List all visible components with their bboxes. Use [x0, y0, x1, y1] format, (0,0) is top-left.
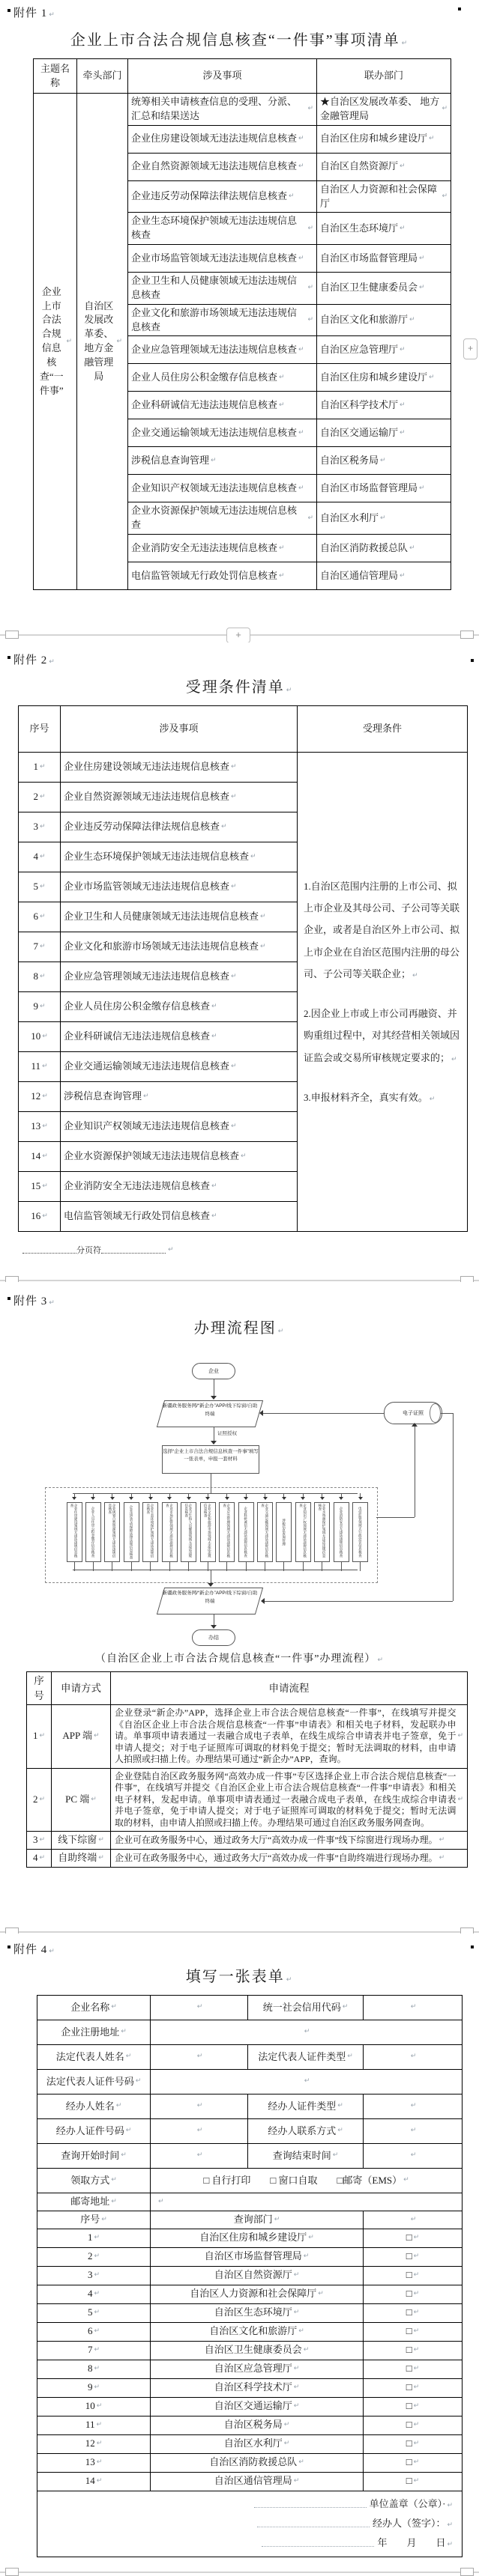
flow-item	[66, 1493, 82, 1571]
codept-cell: 自治区生态环境厅 ↵	[317, 213, 451, 245]
flow-end-node: 办结	[192, 1629, 235, 1646]
dept-name-cell: 自治区人力资源和社会保障厅 ↵	[151, 2285, 364, 2304]
arrow-down-icon	[244, 1497, 248, 1502]
dept-name-cell: 自治区卫生健康委员会 ↵	[151, 2342, 364, 2360]
flow-connector	[131, 1562, 132, 1571]
legal-id-type-label: 法定代表人证件类型 ↵	[248, 2045, 364, 2070]
item-cell: 企业交通运输领域无违法违规信息核查 ↵	[61, 1052, 298, 1082]
dept-number-cell: 1 ↵	[37, 2229, 151, 2248]
legal-id-no-label: 法定代表人证件号码 ↵	[37, 2070, 151, 2094]
row-number-cell: 3 ↵	[27, 1832, 52, 1850]
page-break-dots	[101, 1247, 166, 1254]
flow-item	[161, 1493, 178, 1571]
arrow-down-icon	[167, 1497, 172, 1502]
item-cell: 企业生态环境保护领域无违法违规信息核查 ↵	[128, 213, 317, 245]
dept-number-cell: 5 ↵	[37, 2304, 151, 2323]
page-separator	[0, 1925, 479, 1933]
codept-cell: 自治区水利厅 ↵	[317, 502, 451, 535]
page-attachment2	[0, 643, 479, 1273]
flow-connector	[93, 1562, 94, 1571]
dept-number-cell: 3 ↵	[37, 2267, 151, 2285]
row-number-cell: 7 ↵	[19, 932, 61, 962]
item-cell: 企业住房建设领域无违法违规信息核查 ↵	[128, 126, 317, 154]
legal-name-field[interactable]	[151, 2045, 248, 2070]
column-header-theme: 主题名称	[34, 59, 77, 94]
attachment3-title: 办理流程图 ↵	[0, 1316, 479, 1337]
item-cell: 企业生态环境保护领域无违法违规信息核查 ↵	[61, 842, 298, 872]
item-cell: 企业交通运输领域无违法违规信息核查 ↵	[128, 419, 317, 447]
arrow-down-icon	[72, 1497, 76, 1502]
page-attachment4	[0, 1933, 479, 2565]
item-cell: 企业文化和旅游市场领域无违法违规信息核查 ↵	[61, 932, 298, 962]
item-cell: 企业市场监管领域无违法违规信息核查 ↵	[128, 245, 317, 273]
item-cell: 电信监管领域无行政处罚信息核查 ↵	[128, 562, 317, 590]
method-cell: APP 端 ↵	[52, 1705, 111, 1769]
column-header-item: 涉及事项	[61, 706, 298, 753]
codept-cell: 自治区科学技术厅 ↵	[317, 392, 451, 419]
arrow-down-icon	[225, 1497, 229, 1502]
query-end-field[interactable]	[364, 2144, 463, 2169]
flow-item-box: 企业生态环境保护领域无违法违规信息核查	[142, 1502, 158, 1562]
dept-checkbox[interactable]: □ ↵	[364, 2398, 463, 2416]
column-header-no: 序号	[27, 1672, 52, 1705]
company-name-label: 企业名称 ↵	[37, 1996, 151, 2020]
item-cell: 企业科研诚信无违法违规信息核查 ↵	[128, 392, 317, 419]
arrow-down-icon	[110, 1497, 115, 1502]
item-cell: 企业自然资源领域无违法违规信息核查 ↵	[61, 783, 298, 812]
dept-checkbox[interactable]: □ ↵	[364, 2267, 463, 2285]
theme-name-cell: 企业上市合法合规信息核查“一件事” ↵	[34, 94, 77, 590]
item-cell: 企业知识产权领域无违法违规信息核查 ↵	[128, 475, 317, 502]
flow-connector	[303, 1562, 304, 1571]
dept-name-cell: 自治区科学技术厅 ↵	[151, 2379, 364, 2398]
codept-cell: 自治区市场监督管理局 ↵	[317, 475, 451, 502]
flow-connector	[453, 1413, 454, 1601]
row-number-cell: 6 ↵	[19, 902, 61, 932]
process-flowchart	[0, 1346, 479, 1646]
acceptance-conditions-cell	[298, 753, 468, 1232]
method-cell: 线下综窗 ↵	[52, 1832, 111, 1850]
side-plus-button[interactable]: +	[463, 338, 478, 359]
flow-connector	[150, 1562, 151, 1571]
legal-id-type-field[interactable]	[364, 2045, 463, 2070]
flow-item	[276, 1493, 292, 1571]
codept-cell: 自治区人力资源和社会保障厅 ↵	[317, 181, 451, 213]
column-header-codept: 联办部门	[317, 59, 451, 94]
arrow-down-icon	[320, 1497, 325, 1502]
item-cell: 企业违反劳动保障法律法规信息核查 ↵	[61, 812, 298, 842]
arrow-down-icon	[91, 1497, 95, 1502]
row-number-cell: 2 ↵	[27, 1769, 52, 1832]
page-break-marker	[22, 1244, 479, 1256]
dept-name-cell: 自治区文化和旅游厅 ↵	[151, 2323, 364, 2342]
dept-checkbox[interactable]: □ ↵	[364, 2360, 463, 2379]
dept-number-cell: 12 ↵	[37, 2435, 151, 2454]
attachment1-table	[33, 58, 451, 590]
item-cell: 企业市场监管领域无违法违规信息核查 ↵	[61, 872, 298, 902]
flow-item	[219, 1493, 235, 1571]
dept-checkbox[interactable]: □ ↵	[364, 2323, 463, 2342]
condition-2: 2.因企业上市或上市公司再融资、并购重组过程中，对其经营相关领域因证监会或交易所审核规定要求的； ↵	[304, 1003, 461, 1069]
flow-connector	[264, 1601, 453, 1602]
dept-no-header: 序号 ↵	[37, 2211, 151, 2229]
row-number-cell: 4 ↵	[27, 1850, 52, 1868]
dept-name-cell: 自治区市场监督管理局 ↵	[151, 2248, 364, 2267]
legal-name-label: 法定代表人姓名 ↵	[37, 2045, 151, 2070]
separator-rule	[0, 1280, 479, 1281]
flow-item-box: 企业市场监管领域无违法违规信息核查	[162, 1502, 178, 1562]
row-number-cell: 1 ↵	[27, 1705, 52, 1769]
column-header-lead-dept: 牵头部门	[77, 59, 128, 94]
arrow-left-icon	[259, 1410, 263, 1416]
attachment4-title: 填写一张表单 ↵	[0, 1964, 479, 1986]
dept-number-cell: 9 ↵	[37, 2379, 151, 2398]
attachment3-label: 附件 3 ↵	[7, 1292, 479, 1308]
codept-cell: 自治区消防救援总队 ↵	[317, 535, 451, 562]
arrow-down-icon	[211, 1396, 217, 1400]
arrow-down-icon	[339, 1497, 343, 1502]
condition-1: 1.自治区范围内注册的上市公司、拟上市企业及其母公司、子公司等关联企业，或者是自治区外上市公司、拟上市企业在自治区范围内注册的母公司、子公司等关联企业； ↵	[304, 875, 461, 985]
flow-item-box: 企业消防安全无违法违规信息核查	[334, 1502, 349, 1562]
row-number-cell: 11 ↵	[19, 1052, 61, 1082]
unit-seal-line: 单位盖章（公章）· ↵	[370, 2494, 453, 2514]
page-corner-icon[interactable]	[5, 2568, 19, 2576]
codept-cell: 自治区文化和旅游厅 ↵	[317, 305, 451, 337]
arrow-down-icon	[358, 1497, 363, 1502]
flow-connector	[226, 1562, 227, 1571]
row-number-cell: 4 ↵	[19, 842, 61, 872]
flow-item	[199, 1493, 216, 1571]
flow-item	[142, 1493, 159, 1571]
reg-address-field[interactable]	[151, 2020, 463, 2045]
mail-address-field[interactable]	[151, 2193, 463, 2211]
row-number-cell: 8 ↵	[19, 962, 61, 992]
dept-checkbox[interactable]: □ ↵	[364, 2454, 463, 2473]
row-number-cell: 5 ↵	[19, 872, 61, 902]
item-cell: 涉税信息查询管理 ↵	[128, 447, 317, 475]
company-name-field[interactable]	[151, 1996, 248, 2020]
dotted-leader	[254, 2500, 367, 2508]
flow-connector	[262, 1413, 384, 1414]
codept-cell: 自治区通信管理局 ↵	[317, 562, 451, 590]
flow-start-node: 企业	[192, 1363, 235, 1379]
arrow-up-icon	[412, 1423, 418, 1427]
agent-id-no-field[interactable]	[151, 2119, 248, 2144]
arrow-down-icon	[301, 1497, 305, 1502]
item-cell: 企业消防安全无违法违规信息核查 ↵	[61, 1172, 298, 1202]
row-number-cell: 10 ↵	[19, 1022, 61, 1052]
page-corner-icon[interactable]	[460, 2568, 474, 2576]
arrow-down-icon	[205, 1497, 210, 1502]
agent-name-field[interactable]	[151, 2094, 248, 2119]
arrow-left-icon	[261, 1598, 265, 1604]
flowchart-caption: （自治区企业上市合法合规信息核查“一件事”办理流程） ↵	[0, 1650, 479, 1665]
row-number-cell: 9 ↵	[19, 992, 61, 1022]
dept-name-cell: 自治区住房和城乡建设厅 ↵	[151, 2229, 364, 2248]
dept-checkbox[interactable]: □ ↵	[364, 2379, 463, 2398]
item-cell: 企业应急管理领域无违法违规信息核查 ↵	[61, 962, 298, 992]
page-break-dots	[22, 1247, 76, 1254]
page-break-label: 分页符	[76, 1246, 101, 1255]
flow-auth-label: 证照授权	[217, 1431, 237, 1436]
flow-item-box: 企业水资源保护领域无违法违规信息核查	[314, 1502, 330, 1562]
flow-connector	[376, 1517, 415, 1518]
elicense-store-node: 电子证照	[384, 1402, 442, 1424]
flow-item	[238, 1493, 254, 1571]
attachment2-label: 附件 2 ↵	[7, 651, 479, 667]
process-cell: 企业登陆自治区政务服务网“高效办成一件事”专区选择企业上市合法合规信息核查“一件事”，在线填写并提交《自治区企业上市合法合规信息核查“一件事”申请表》和相关电子材料，发起申请。单事项申请表通过一表融合成电子表单，在线生成综合申请表并电子签章，免于申请人提交；对于电子证照库可调取的材料免于提交；暂时无法调取的材料，由申请人拍照或扫描上传。办理结果可通过自治区政务服务网查询。 ↵	[111, 1769, 468, 1832]
separator-rule	[0, 2572, 479, 2573]
dotted-leader	[257, 2520, 370, 2527]
agent-contact-field[interactable]	[364, 2119, 463, 2144]
column-header-method: 申请方式	[52, 1672, 111, 1705]
pickup-options[interactable]: □ 自行打印 □ 窗口自取 □邮寄（EMS） ↵	[151, 2169, 463, 2193]
query-start-label: 查询开始时间 ↵	[37, 2144, 151, 2169]
page-attachment1	[0, 0, 479, 628]
item-cell: 企业消防安全无违法违规信息核查 ↵	[128, 535, 317, 562]
attachment1-label: 附件 1 ↵	[7, 4, 479, 20]
codept-cell: 自治区住房和城乡建设厅 ↵	[317, 364, 451, 392]
arrow-down-icon	[187, 1497, 191, 1502]
agent-id-type-field[interactable]	[364, 2094, 463, 2119]
dept-name-cell: 自治区通信管理局 ↵	[151, 2473, 364, 2491]
codept-cell: 自治区卫生健康委员会 ↵	[317, 273, 451, 305]
page-corner-icon[interactable]	[5, 631, 19, 639]
mail-address-label: 邮寄地址 ↵	[37, 2193, 151, 2211]
codept-cell: 自治区市场监督管理局 ↵	[317, 245, 451, 273]
row-number-cell: 14 ↵	[19, 1142, 61, 1172]
codept-cell: 自治区应急管理厅 ↵	[317, 336, 451, 364]
reg-address-label: 企业注册地址 ↵	[37, 2020, 151, 2045]
row-number-cell: 15 ↵	[19, 1172, 61, 1202]
page-separator	[0, 2565, 479, 2576]
show-whitespace-button[interactable]: +	[226, 628, 250, 643]
dept-number-cell: 14 ↵	[37, 2473, 151, 2491]
flow-connector	[360, 1562, 361, 1571]
attachment2-title: 受理条件清单 ↵	[0, 675, 479, 696]
item-cell: 统筹相关申请核查信息的受理、分派、汇总和结果送达 ↵	[128, 94, 317, 126]
flow-item-box: 涉税信息查询管理	[276, 1502, 292, 1562]
column-header-condition: 受理条件	[298, 706, 468, 753]
dept-checkbox[interactable]: □ ↵	[364, 2304, 463, 2323]
flow-item	[352, 1493, 369, 1571]
dept-checkbox[interactable]: □ ↵	[364, 2473, 463, 2491]
codept-cell: 自治区税务局 ↵	[317, 447, 451, 475]
flow-item	[314, 1493, 331, 1571]
arrow-down-icon	[211, 1441, 217, 1445]
agent-contact-label: 经办人联系方式 ↵	[248, 2119, 364, 2144]
signature-block	[37, 2491, 463, 2557]
flow-item-box: 企业知识产权领域无违法违规信息核查	[295, 1502, 311, 1562]
item-cell: 企业文化和旅游市场领域无违法违规信息核查 ↵	[128, 305, 317, 337]
codept-cell: 自治区交通运输厅 ↵	[317, 419, 451, 447]
dept-number-cell: 8 ↵	[37, 2360, 151, 2379]
item-cell: 企业卫生和人员健康领域无违法违规信息核查 ↵	[128, 273, 317, 305]
method-cell: 自助终端 ↵	[52, 1850, 111, 1868]
item-cell: 企业知识产权领域无违法违规信息核查 ↵	[61, 1112, 298, 1142]
flow-channel-text: 新疆政务服务网/“新企办”APP/线下综窗/自助终端	[162, 1403, 258, 1417]
flow-channel-text: 新疆政务服务网/“新企办”APP/线下综窗/自助终端	[162, 1591, 258, 1604]
agent-id-no-label: 经办人证件号码 ↵	[37, 2119, 151, 2144]
flow-item	[181, 1493, 197, 1571]
flow-item-box: 企业科研诚信无违法违规信息核查	[238, 1502, 254, 1562]
codept-cell: 自治区自然资源厅 ↵	[317, 154, 451, 181]
flow-item-box: 企业卫生和人员健康领域无违法违规信息核查	[181, 1502, 196, 1562]
arrow-down-icon	[263, 1497, 268, 1502]
arrow-down-icon	[129, 1497, 133, 1502]
method-cell: PC 端 ↵	[52, 1769, 111, 1832]
dept-number-cell: 7 ↵	[37, 2342, 151, 2360]
flow-channel-node-2	[160, 1588, 259, 1614]
flow-connector	[246, 1562, 247, 1571]
item-cell: 企业科研诚信无违法违规信息核查 ↵	[61, 1022, 298, 1052]
dept-number-cell: 13 ↵	[37, 2454, 151, 2473]
dept-checkbox[interactable]: □ ↵	[364, 2248, 463, 2267]
line-break-mark: ↵	[168, 1246, 174, 1254]
condition-3: 3.申报材料齐全，真实有效。 ↵	[304, 1087, 461, 1108]
agent-name-label: 经办人姓名 ↵	[37, 2094, 151, 2119]
item-cell: 企业人员住房公积金缴存信息核查 ↵	[61, 992, 298, 1022]
dotted-leader	[262, 2539, 374, 2547]
item-cell: 企业住房建设领域无违法违规信息核查 ↵	[61, 753, 298, 783]
column-header-process: 申请流程	[111, 1672, 468, 1705]
item-cell: 企业自然资源领域无违法违规信息核查 ↵	[128, 154, 317, 181]
row-number-cell: 2 ↵	[19, 783, 61, 812]
page-separator	[0, 1273, 479, 1282]
arrow-down-icon	[208, 1583, 214, 1587]
dept-number-cell: 4 ↵	[37, 2285, 151, 2304]
attachment1-title: 企业上市合法合规信息核查“一件事”事项清单 ↵	[0, 28, 479, 49]
flow-select-node: 选择“企业上市合法合规信息核查一件事”填写一张表单，申报一套材料	[162, 1445, 259, 1474]
dept-name-cell: 自治区自然资源厅 ↵	[151, 2267, 364, 2285]
row-number-cell: 12 ↵	[19, 1082, 61, 1112]
codept-cell: ★自治区发展改革委、 地方金融管理局 ↵	[317, 94, 451, 126]
flow-item	[295, 1493, 311, 1571]
flow-item-box: 电信监管领域无行政处罚信息核查	[352, 1502, 368, 1562]
separator-rule	[0, 1931, 479, 1933]
flow-connector	[283, 1562, 284, 1571]
row-number-cell: 1 ↵	[19, 753, 61, 783]
dept-name-cell: 自治区交通运输厅 ↵	[151, 2398, 364, 2416]
dept-name-cell: 自治区生态环境厅 ↵	[151, 2304, 364, 2323]
flow-connector	[188, 1562, 189, 1571]
flow-item	[85, 1493, 101, 1571]
page-attachment3	[0, 1282, 479, 1925]
dept-name-cell: 自治区税务局 ↵	[151, 2416, 364, 2435]
agent-sign-line: 经办人（签字）： ↵	[373, 2514, 453, 2533]
dept-checkbox[interactable]: □ ↵	[364, 2229, 463, 2248]
dept-check-header	[364, 2211, 463, 2229]
attachment2-table	[18, 705, 468, 1232]
flow-connector	[74, 1562, 75, 1571]
flow-item-box: 企业规划自然资源领域无违法违规信息核查	[104, 1502, 120, 1562]
dept-number-cell: 6 ↵	[37, 2323, 151, 2342]
row-number-cell: 16 ↵	[19, 1202, 61, 1232]
process-cell: 企业可在政务服务中心，通过政务大厅“高效办成一件事”线下综窗进行现场办理。 ↵	[111, 1832, 468, 1850]
dept-number-cell: 11 ↵	[37, 2416, 151, 2435]
application-form-table	[37, 1995, 463, 2557]
page-separator	[0, 628, 479, 643]
row-number-cell: 13 ↵	[19, 1112, 61, 1142]
item-cell: 企业人员住房公积金缴存信息核查 ↵	[128, 364, 317, 392]
page-corner-icon[interactable]	[460, 631, 474, 639]
arrow-down-icon	[282, 1497, 286, 1502]
item-cell: 涉税信息查询管理 ↵	[61, 1082, 298, 1112]
item-cell: 企业应急管理领域无违法违规信息核查 ↵	[128, 336, 317, 364]
agent-id-type-label: 经办人证件类型 ↵	[248, 2094, 364, 2119]
codept-cell: 自治区住房和城乡建设厅 ↵	[317, 126, 451, 154]
query-end-label: 查询结束时间 ↵	[248, 2144, 364, 2169]
arrow-down-icon	[211, 1625, 217, 1629]
flow-item-box: 企业违反劳动保障法律法规信息核查	[124, 1502, 139, 1562]
flow-item-list	[66, 1493, 369, 1571]
flow-item	[333, 1493, 349, 1571]
arrow-down-icon	[148, 1497, 153, 1502]
item-cell: 企业违反劳动保障法律法规信息核查 ↵	[128, 181, 317, 213]
flow-connector	[169, 1562, 170, 1571]
pickup-label: 领取方式 ↵	[37, 2169, 151, 2193]
dept-number-cell: 2 ↵	[37, 2248, 151, 2267]
flow-item-box: 企业人员住房公积金缴存信息核查	[85, 1502, 101, 1562]
row-number-cell: 3 ↵	[19, 812, 61, 842]
credit-code-field[interactable]	[364, 1996, 463, 2020]
credit-code-label: 统一社会信用代码 ↵	[248, 1996, 364, 2020]
dept-number-cell: 10 ↵	[37, 2398, 151, 2416]
attachment4-label: 附件 4 ↵	[7, 1941, 479, 1957]
process-cell: 企业登录“新企办”APP，选择企业上市合法合规信息核查“一件事”，在线填写并提交《自治区企业上市合法合规信息核查“一件事”申请表》和相关电子材料，发起联办申请。单事项申请表通过一表融合成电子表单，在线生成综合申请表并电子签章，免于申请人提交；对于电子证照库可调取的材料免于提交；暂时无法调取的材料，由申请人拍照或扫描上传。办理结果可通过“新企办”APP，查询。 ↵	[111, 1705, 468, 1769]
lead-dept-cell: 自治区发展改革委、地方金融管理局 ↵	[77, 94, 128, 590]
flow-item-box: 企业文化和旅游市场领域无违法违规信息核查	[200, 1502, 216, 1562]
dept-checkbox[interactable]: □ ↵	[364, 2285, 463, 2304]
dept-name-cell: 自治区应急管理厅 ↵	[151, 2360, 364, 2379]
column-header-item: 涉及事项	[128, 59, 317, 94]
query-start-field[interactable]	[151, 2144, 248, 2169]
flow-connector	[441, 1413, 453, 1414]
dept-checkbox[interactable]: □ ↵	[364, 2416, 463, 2435]
date-line: 年 月 日 ↵	[377, 2533, 453, 2553]
dept-checkbox[interactable]: □ ↵	[364, 2342, 463, 2360]
flow-item-box: 企业应急管理领域无违法违规信息核查	[219, 1502, 235, 1562]
flow-channel-node	[160, 1400, 259, 1427]
flow-item	[257, 1493, 274, 1571]
item-cell: 企业卫生和人员健康领域无违法违规信息核查 ↵	[61, 902, 298, 932]
flow-item-box: 企业住房建设领域无违法违规信息核查	[67, 1502, 82, 1562]
flow-item	[104, 1493, 121, 1571]
process-cell: 企业可在政务服务中心，通过政务大厅“高效办成一件事”自助终端进行现场办理。 ↵	[111, 1850, 468, 1868]
column-header-no: 序号	[19, 706, 61, 753]
dept-name-header: 查询部门 ↵	[151, 2211, 364, 2229]
dept-name-cell: 自治区水利厅 ↵	[151, 2435, 364, 2454]
dept-checkbox[interactable]: □ ↵	[364, 2435, 463, 2454]
item-cell: 企业水资源保护领域无违法违规信息核查 ↵	[128, 502, 317, 535]
legal-id-no-field[interactable]	[151, 2070, 463, 2094]
flow-item-box: 企业交通运输领域无违法违规信息核查	[257, 1502, 273, 1562]
flow-item	[123, 1493, 139, 1571]
application-method-table	[26, 1671, 468, 1868]
item-cell: 企业水资源保护领域无违法违规信息核查 ↵	[61, 1142, 298, 1172]
dept-name-cell: 自治区消防救援总队 ↵	[151, 2454, 364, 2473]
item-cell: 电信监管领域无行政处罚信息核查 ↵	[61, 1202, 298, 1232]
flow-connector	[341, 1562, 342, 1571]
